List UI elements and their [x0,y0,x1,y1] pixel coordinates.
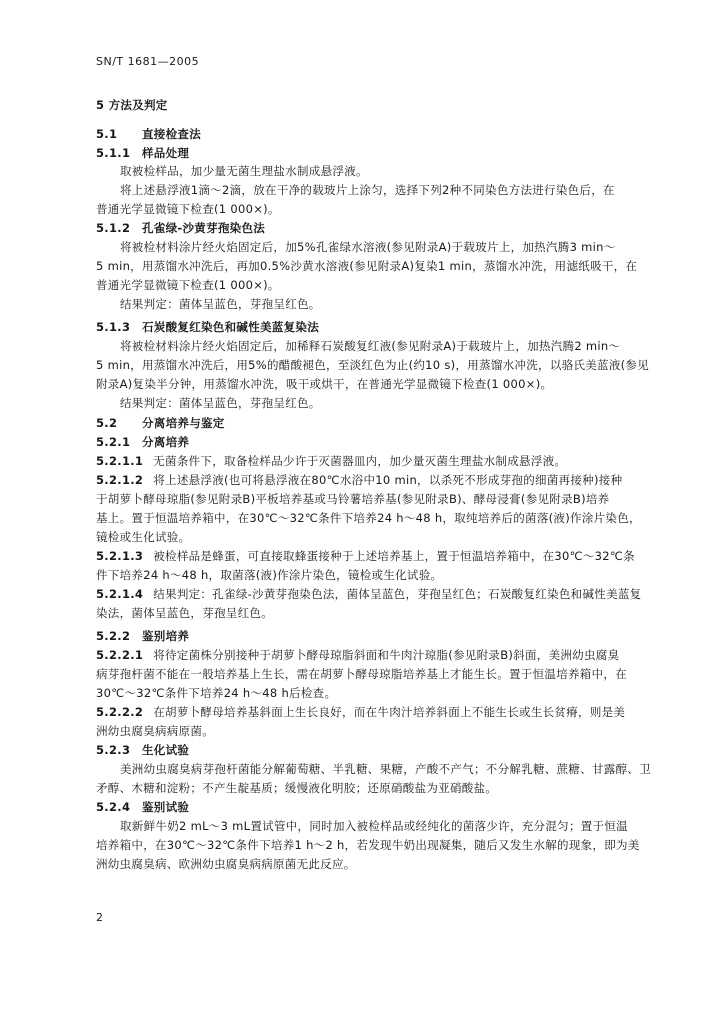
paragraph-text: 基上。置于恒温培养箱中，在30℃～32℃条件下培养24 h～48 h，取纯培养后的菌落(液)作涂片染色， [96,511,641,525]
section-heading: 分离培养与鉴定 [142,416,225,430]
section-heading: 孔雀绿-沙黄芽孢染色法 [142,221,266,235]
section-number: 5.1.3 [96,320,131,334]
text-line [120,164,368,178]
section-line [96,320,319,334]
section-line [96,743,189,757]
text-line [96,511,641,525]
section-heading: 鉴别试验 [142,800,190,814]
paragraph-text: 于胡萝卜酵母琼脂(参见附录B)平板培养基或马铃薯培养基(参见附录B)、酵母浸膏(参见附录B)培养 [96,492,610,506]
section-line [96,416,225,430]
section-number: 5.1.1 [96,146,131,160]
page-header: SN/T 1681—2005 [96,55,200,68]
paragraph-text: 附录A)复染半分钟，用蒸馏水冲洗，吸干或烘干，在普通光学显微镜下检查(1 000×)。 [96,377,553,391]
paragraph-text: 将被检材料涂片经火焰固定后，加稀释石炭酸复红液(参见附录A)于载玻片上，加热汽腾2 min～ [120,339,621,353]
text-line [120,183,615,197]
section-line [96,221,265,235]
paragraph-text: 无菌条件下，取备检样品少许于灭菌器皿内，加少量灭菌生理盐水制成悬浮液。 [153,454,567,468]
text-line [96,278,280,292]
text-line [96,838,640,852]
paragraph-text: 普通光学显微镜下检查(1 000×)。 [96,202,280,216]
section-heading: 分离培养 [142,435,190,449]
paragraph-text: 染法，菌体呈蓝色，芽孢呈红色。 [96,606,273,620]
paragraph-text: 在胡萝卜酵母培养基斜面上生长良好，而在牛肉汁培养斜面上不能生长或生长贫瘠，则是美 [153,705,626,719]
text-line [120,396,321,410]
text-line [96,98,168,112]
paragraph-text: 结果判定：菌体呈蓝色，芽孢呈红色。 [120,297,321,311]
section-number: 5.1 [96,127,118,141]
section-line [96,454,566,468]
paragraph-text: 病芽孢杆菌不能在一般培养基上生长，需在胡萝卜酵母琼脂培养基上才能生长。置于恒温培养箱中，在 [96,667,627,681]
paragraph-text: 将被检材料涂片经火焰固定后，加5%孔雀绿水溶液(参见附录A)于载玻片上，加热汽腾3 min～ [120,240,616,254]
page-number: 2 [96,911,104,924]
paragraph-text: 美洲幼虫腐臭病芽孢杆菌能分解葡萄糖、半乳糖、果糖，产酸不产气；不分解乳糖、蔗糖、甘露醇、卫 [120,762,651,776]
paragraph-text: 结果判定：孔雀绿-沙黄芽孢染色法，菌体呈蓝色，芽孢呈红色；石炭酸复红染色和碱性美蓝复 [153,587,642,601]
section-number: 5.1.2 [96,221,131,235]
paragraph-text: 30℃～32℃条件下培养24 h～48 h后检查。 [96,686,337,700]
paragraph-text: 将待定菌株分别接种于胡萝卜酵母琼脂斜面和牛肉汁琼脂(参见附录B)斜面，美洲幼虫腐臭 [153,648,620,662]
section-heading: 生化试验 [142,743,190,757]
section-number: 5.2.1.1 [96,454,144,468]
paragraph-text: 将上述悬浮液(也可将悬浮液在80℃水浴中10 min，以杀死不形成芽孢的细菌再接种)接种 [153,473,623,487]
section-heading: 5 方法及判定 [96,98,168,112]
text-line [96,259,637,273]
paragraph-text: 镜检或生化试验。 [96,530,191,544]
text-line [120,339,620,353]
paragraph-text: 洲幼虫腐臭病病原菌。 [96,724,214,738]
text-line [96,857,356,871]
text-line [96,781,497,795]
paragraph-text: 取新鲜牛奶2 mL～3 mL置试管中，同时加入被检样品或经纯化的菌落少许，充分混匀；置于恒温 [120,819,628,833]
section-line [96,435,189,449]
text-line [96,724,214,738]
text-line [120,297,321,311]
paragraph-text: 培养箱中，在30℃～32℃条件下培养1 h～2 h，若发现牛奶出现凝集，随后又发生水解的现象，即为美 [96,838,640,852]
section-line [96,705,625,719]
paragraph-text: 被检样品是蜂蛋，可直接取蜂蛋接种于上述培养基上，置于恒温培养箱中，在30℃～32℃条 [153,549,635,563]
section-number: 5.2.4 [96,800,131,814]
section-number: 5.2.1.2 [96,473,144,487]
section-number: 5.2.2.1 [96,648,144,662]
section-number: 5.2.2 [96,629,131,643]
section-number: 5.2.3 [96,743,131,757]
paragraph-text: 洲幼虫腐臭病、欧洲幼虫腐臭病病原菌无此反应。 [96,857,356,871]
text-line [96,606,273,620]
paragraph-text: 5 min，用蒸馏水冲洗后，再加0.5%沙黄水溶液(参见附录A)复染1 min，蒸馏水冲洗，用滤纸吸干，在 [96,259,638,273]
section-heading: 样品处理 [142,146,190,160]
text-line [120,819,628,833]
section-line [96,473,622,487]
paragraph-text: 普通光学显微镜下检查(1 000×)。 [96,278,280,292]
section-line [96,800,189,814]
section-number: 5.2.1.3 [96,549,144,563]
section-number: 5.2.1.4 [96,587,144,601]
section-line [96,127,201,141]
section-heading: 鉴别培养 [142,629,190,643]
section-number: 5.2 [96,416,118,430]
text-line [96,492,609,506]
section-line [96,648,619,662]
paragraph-text: 件下培养24 h～48 h，取菌落(液)作涂片染色，镜检或生化试验。 [96,568,443,582]
text-line [96,667,627,681]
text-line [96,202,280,216]
text-line [96,686,336,700]
paragraph-text: 结果判定：菌体呈蓝色，芽孢呈红色。 [120,396,321,410]
text-line [120,240,616,254]
text-line [96,568,442,582]
text-line [96,377,552,391]
text-line [120,762,651,776]
section-heading: 石炭酸复红染色和碱性美蓝复染法 [142,320,319,334]
section-number: 5.2.1 [96,435,131,449]
text-line [96,358,649,372]
section-line [96,587,641,601]
section-heading: 直接检查法 [142,127,201,141]
paragraph-text: 矛醇、木糖和淀粉；不产生靛基质；缓慢液化明胶；还原硝酸盐为亚硝酸盐。 [96,781,498,795]
paragraph-text: 将上述悬浮液1滴～2滴，放在干净的载玻片上涂匀，选择下列2种不同染色方法进行染色后，在 [120,183,615,197]
paragraph-text: 5 min，用蒸馏水冲洗后，用5%的醋酸褪色，至淡红色为止(约10 s)，用蒸馏水冲洗，以骆氏美蓝液(参见 [96,358,650,372]
section-number: 5.2.2.2 [96,705,144,719]
section-line [96,549,635,563]
paragraph-text: 取被检样品，加少量无菌生理盐水制成悬浮液。 [120,164,368,178]
section-line [96,146,189,160]
section-line [96,629,189,643]
text-line [96,530,190,544]
